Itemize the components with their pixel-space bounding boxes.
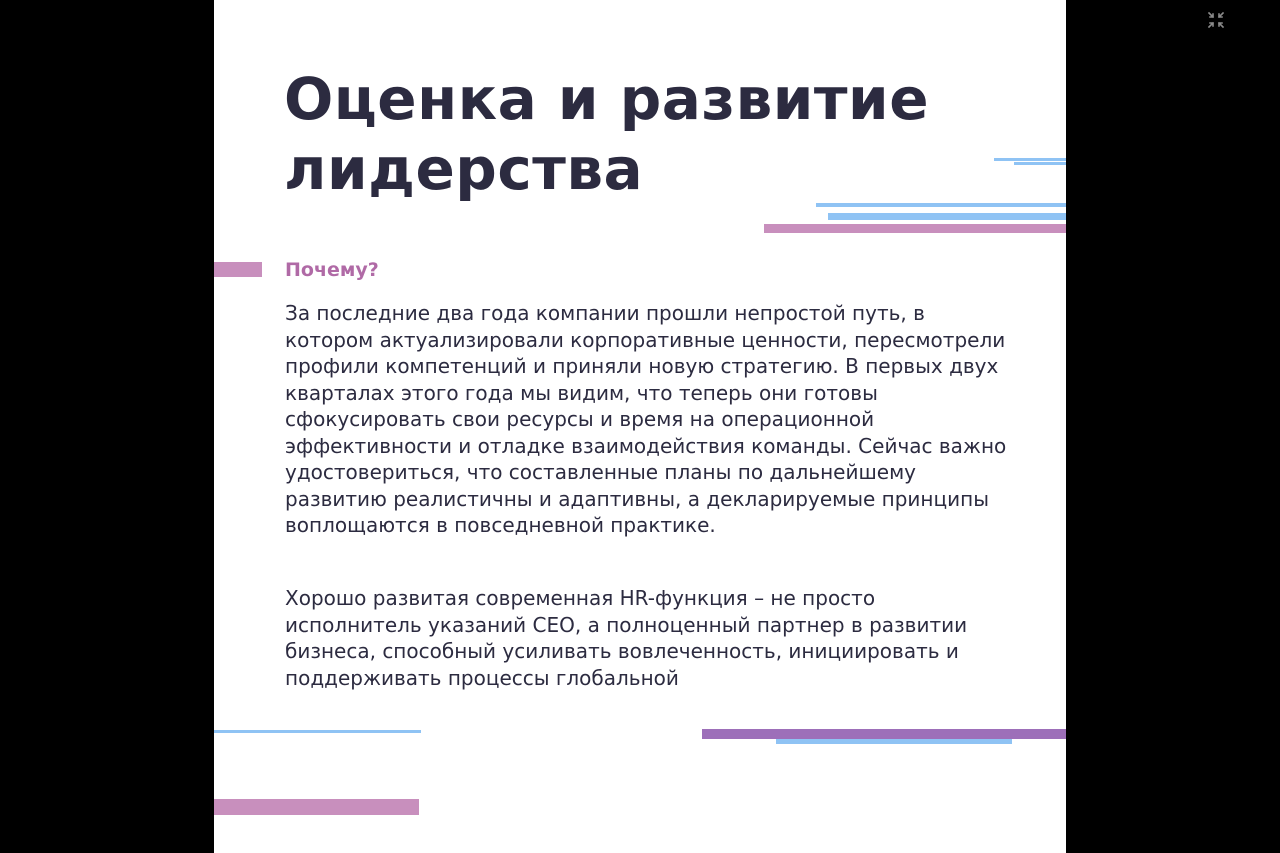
decor-stripe [994, 158, 1066, 161]
heading-marker [214, 262, 262, 277]
decor-stripe [828, 213, 1066, 220]
decor-stripe [816, 203, 1066, 207]
body-paragraph: Хорошо развитая современная HR-функция – не просто исполнитель указаний CEO, а полноценный партнер в развитии бизнеса, способный усиливать вовлеченность, инициировать и поддерживать процессы глобальной [285, 586, 968, 690]
decor-stripe [214, 730, 421, 733]
decor-stripe [776, 739, 1012, 744]
decor-stripe [764, 224, 1066, 233]
slide-title: Оценка и развитие лидерства [284, 65, 930, 203]
decor-stripe [214, 799, 419, 815]
decor-stripe [1014, 162, 1066, 165]
decor-stripe [702, 729, 1066, 739]
exit-fullscreen-button[interactable] [1204, 8, 1228, 32]
exit-fullscreen-icon [1204, 8, 1228, 32]
section-heading: Почему? [285, 259, 379, 281]
slide-page [214, 0, 1066, 853]
body-paragraph: За последние два года компании прошли непростой путь, в котором актуализировали корпоративные ценности, пересмотрели профили компетенций и приняли новую стратегию. В первых двух кварталах этого года мы видим, что теперь они готовы сфокусировать свои ресурсы и время на операционной эффективности и отладке взаимодействия команды. Сейчас важно удостовериться, что составленные планы по дальнейшему развитию реалистичны и адаптивны, а декларируемые принципы воплощаются в повседневной практике. [285, 301, 1007, 537]
